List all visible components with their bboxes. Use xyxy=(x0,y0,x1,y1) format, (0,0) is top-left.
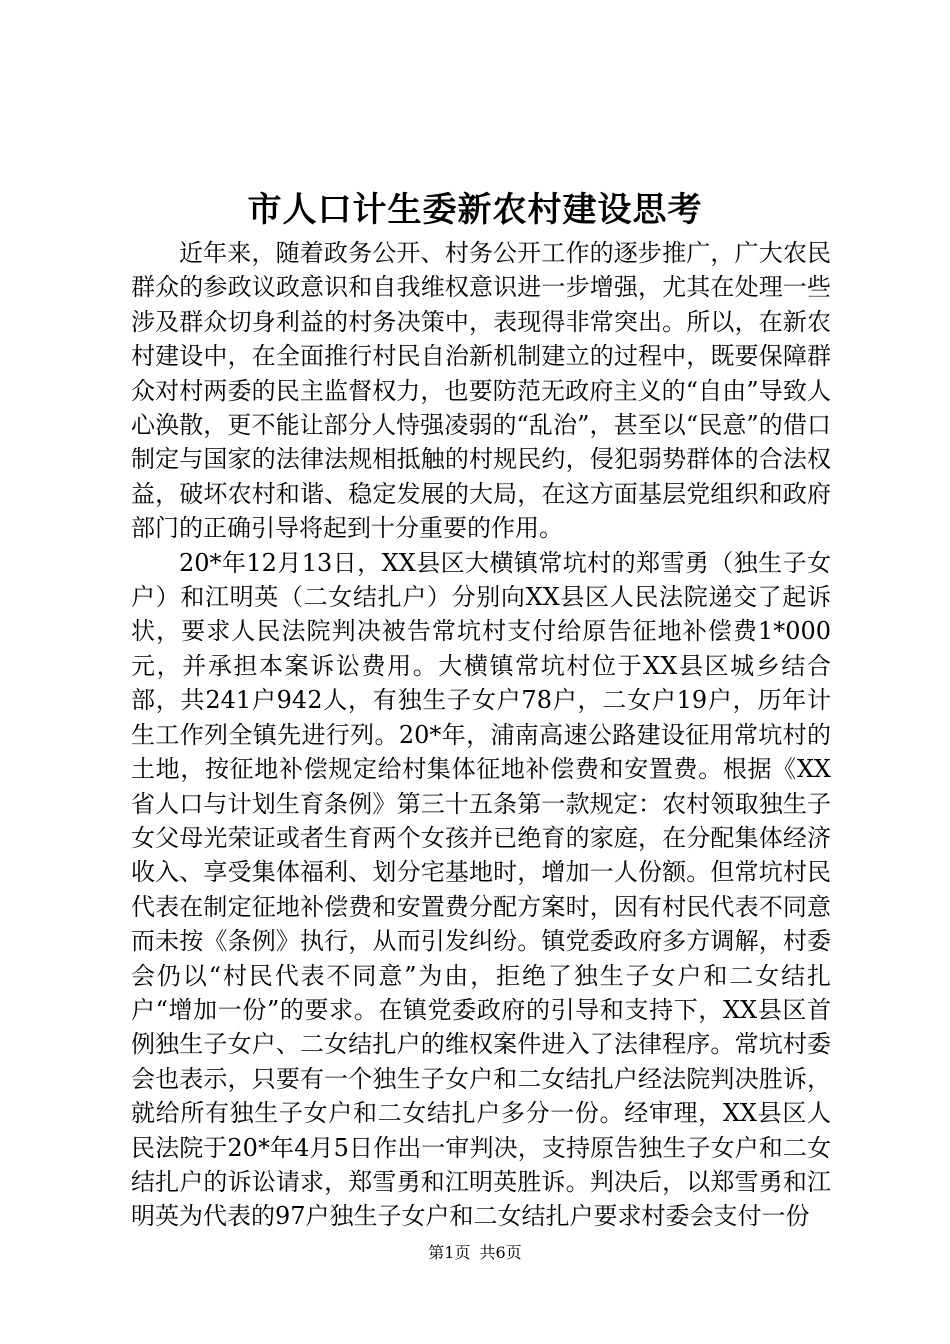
paragraph-1: 近年来，随着政务公开、村务公开工作的逐步推广，广大农民群众的参政议政意识和自我维权意识进一步增强，尤其在处理一些涉及群众切身利益的村务决策中，表现得非常突出。所以，在新农村建设中，在全面推行村民自治新机制建立的过程中，既要保障群众对村两委的民主监督权力，也要防范无政府主义的“自由”导致人心涣散，更不能让部分人恃强凌弱的“乱治”，甚至以“民意”的借口制定与国家的法律法规相抵触的村规民约，侵犯弱势群体的合法权益，破坏农村和谐、稳定发展的大局，在这方面基层党组织和政府部门的正确引导将起到十分重要的作用。 xyxy=(131,239,831,543)
page-footer: 第1页 共6页 xyxy=(428,1243,522,1262)
document-body xyxy=(131,236,831,1234)
document-title: 市人口计生委新农村建设思考 xyxy=(247,190,703,230)
paragraph-2: 20*年12月13日，XX县区大横镇常坑村的郑雪勇（独生子女户）和江明英（二女结扎户）分别向XX县区人民法院递交了起诉状，要求人民法院判决被告常坑村支付给原告征地补偿费1*000元，并承担本案诉讼费用。大横镇常坑村位于XX县区城乡结合部，共241户942人，有独生子女户78户，二女户19户，历年计生工作列全镇先进行列。20*年，浦南高速公路建设征用常坑村的土地，按征地补偿规定给村集体征地补偿费和安置费。根据《XX省人口与计划生育条例》第三十五条第一款规定：农村领取独生子女父母光荣证或者生育两个女孩并已绝育的家庭，在分配集体经济收入、享受集体福利、划分宅基地时，增加一人份额。但常坑村民代表在制定征地补偿费和安置费分配方案时，因有村民代表不同意而未按《条例》执行，从而引发纠纷。镇党委政府多方调解，村委会仍以“村民代表不同意”为由，拒绝了独生子女户和二女结扎户“增加一份”的要求。在镇党委政府的引导和支持下，XX县区首例独生子女户、二女结扎户的维权案件进入了法律程序。常坑村委会也表示，只要有一个独生子女户和二女结扎户经法院判决胜诉，就给所有独生子女户和二女结扎户多分一份。经审理，XX县区人民法院于20*年4月5日作出一审判决，支持原告独生子女户和二女结扎户的诉讼请求，郑雪勇和江明英胜诉。判决后，以郑雪勇和江明英为代表的97户独生子女户和二女结扎户要求村委会支付一份 xyxy=(131,548,831,1231)
